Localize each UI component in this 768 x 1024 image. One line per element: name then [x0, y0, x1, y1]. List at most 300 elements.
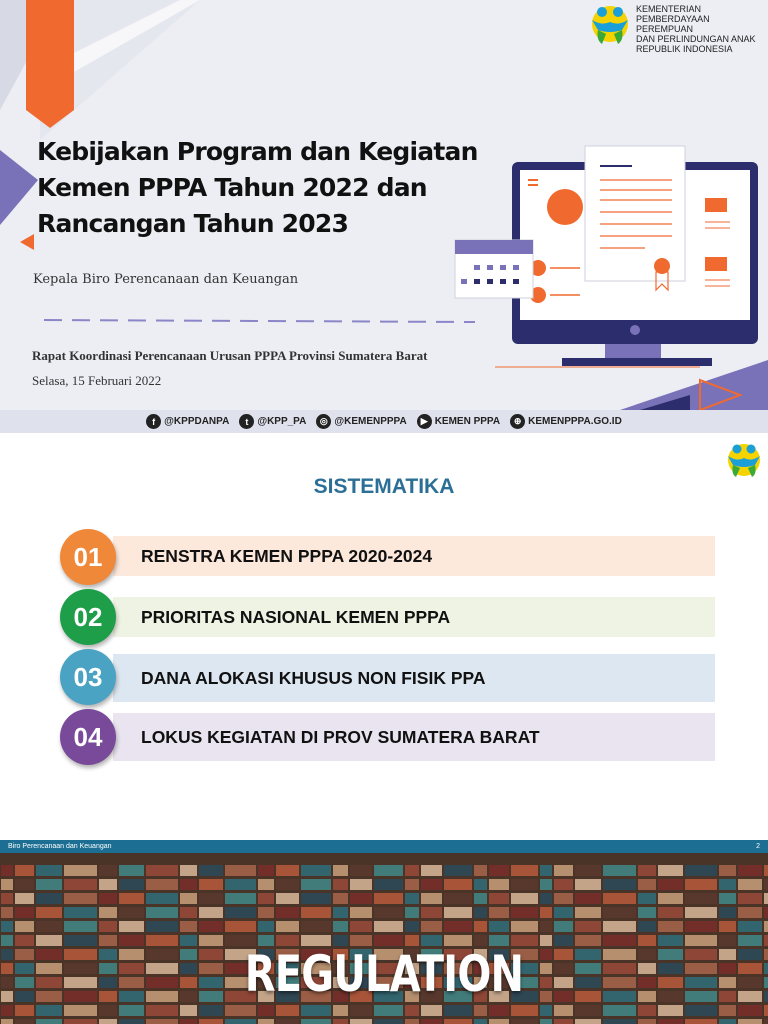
ministry-name	[636, 4, 768, 54]
book-spine	[36, 1005, 62, 1016]
book-spine	[36, 977, 62, 988]
social-label: @KEMENPPPA	[334, 416, 407, 427]
cover-subtitle: Kepala Biro Perencanaan dan Keuangan	[33, 272, 299, 287]
agenda-heading: SISTEMATIKA	[313, 475, 455, 498]
book-spine	[603, 1005, 636, 1016]
book-spine	[658, 893, 683, 904]
book-spine	[1, 893, 13, 904]
book-spine	[350, 865, 372, 876]
book-spine	[15, 935, 34, 946]
agenda-number-badge: 01	[60, 529, 116, 585]
book-spine	[658, 907, 683, 918]
book-spine	[1, 907, 13, 918]
social-label: KEMEN PPPA	[434, 416, 501, 427]
book-spine	[333, 1019, 348, 1024]
book-spine	[146, 865, 178, 876]
book-spine	[180, 1019, 197, 1024]
book-spine	[685, 879, 717, 890]
book-spine	[575, 921, 601, 932]
book-spine	[36, 935, 62, 946]
book-spine	[738, 879, 762, 890]
book-spine	[540, 1019, 552, 1024]
book-spine	[15, 963, 34, 974]
book-spine	[15, 893, 34, 904]
agenda-item-label: DANA ALOKASI KHUSUS NON FISIK PPA	[141, 667, 486, 688]
book-spine	[540, 921, 552, 932]
book-spine	[350, 907, 372, 918]
book-spine	[64, 921, 97, 932]
book-spine	[146, 893, 178, 904]
book-spine	[350, 893, 372, 904]
book-spine	[575, 865, 601, 876]
book-spine	[421, 921, 442, 932]
book-spine	[405, 907, 419, 918]
book-spine	[180, 1005, 197, 1016]
agenda-slide	[0, 433, 768, 853]
book-spine	[489, 1019, 509, 1024]
youtube-icon: ▶	[417, 414, 432, 429]
book-spine	[180, 865, 197, 876]
book-spine	[658, 921, 683, 932]
book-spine	[225, 865, 256, 876]
book-spine	[474, 921, 487, 932]
book-spine	[333, 865, 348, 876]
book-spine	[511, 921, 538, 932]
book-spine	[301, 907, 331, 918]
cover-slide	[0, 0, 768, 433]
book-spine	[511, 1005, 538, 1016]
book-spine	[64, 1019, 97, 1024]
book-spine	[36, 991, 62, 1002]
title-line: Rancangan Tahun 2023	[37, 209, 349, 238]
book-spine	[554, 893, 573, 904]
book-spine	[1, 1019, 13, 1024]
facebook-icon: f	[146, 414, 161, 429]
book-spine	[405, 865, 419, 876]
social-youtube[interactable]	[417, 414, 500, 429]
book-spine	[764, 921, 768, 932]
book-spine	[15, 879, 34, 890]
book-spine	[719, 1005, 736, 1016]
book-spine	[36, 921, 62, 932]
book-spine	[276, 907, 299, 918]
book-spine	[685, 921, 717, 932]
social-facebook[interactable]	[146, 414, 229, 429]
slide-footer	[0, 840, 768, 853]
book-spine	[738, 921, 762, 932]
book-spine	[333, 879, 348, 890]
book-spine	[738, 963, 762, 974]
book-spine	[603, 865, 636, 876]
book-spine	[350, 1019, 372, 1024]
book-spine	[764, 977, 768, 988]
social-twitter[interactable]	[239, 414, 306, 429]
book-spine	[575, 907, 601, 918]
book-spine	[333, 921, 348, 932]
book-spine	[511, 865, 538, 876]
meeting-date: Selasa, 15 Februari 2022	[32, 373, 162, 388]
book-spine	[603, 1019, 636, 1024]
book-spine	[638, 1019, 656, 1024]
book-spine	[719, 921, 736, 932]
book-spine	[1, 977, 13, 988]
book-spine	[36, 1019, 62, 1024]
regulation-title: REGULATION	[244, 945, 524, 1003]
book-spine	[638, 921, 656, 932]
title-line: Kebijakan Program dan Kegiatan	[37, 137, 478, 166]
book-spine	[511, 893, 538, 904]
book-spine	[350, 1005, 372, 1016]
book-spine	[199, 865, 223, 876]
ministry-logo-small	[724, 441, 764, 479]
book-spine	[374, 865, 403, 876]
book-spine	[764, 879, 768, 890]
book-spine	[719, 1019, 736, 1024]
book-spine	[15, 865, 34, 876]
book-spine	[15, 1019, 34, 1024]
book-spine	[276, 921, 299, 932]
book-spine	[276, 879, 299, 890]
book-spine	[719, 893, 736, 904]
ministry-logo	[588, 4, 632, 46]
agenda-item-2	[113, 597, 715, 637]
book-spine	[603, 893, 636, 904]
book-spine	[146, 907, 178, 918]
ministry-line: KEMENTERIAN	[636, 4, 702, 14]
book-spine	[638, 879, 656, 890]
social-label: @KPP_PA	[257, 416, 307, 427]
agenda-item-label: PRIORITAS NASIONAL KEMEN PPPA	[141, 606, 451, 627]
book-spine	[36, 907, 62, 918]
book-spine	[764, 949, 768, 960]
book-spine	[554, 921, 573, 932]
book-spine	[540, 907, 552, 918]
book-spine	[1, 921, 13, 932]
book-spine	[603, 879, 636, 890]
book-spine	[36, 893, 62, 904]
book-spine	[146, 1005, 178, 1016]
book-spine	[64, 893, 97, 904]
book-spine	[685, 1005, 717, 1016]
book-spine	[421, 907, 442, 918]
book-spine	[374, 1005, 403, 1016]
book-spine	[764, 865, 768, 876]
book-spine	[638, 1005, 656, 1016]
social-label: @KPPDANPA	[164, 416, 230, 427]
book-spine	[64, 1005, 97, 1016]
book-spine	[444, 893, 472, 904]
agenda-item-label: LOKUS KEGIATAN DI PROV SUMATERA BARAT	[141, 726, 540, 747]
book-spine	[764, 907, 768, 918]
book-spine	[1, 1005, 13, 1016]
social-label: KEMENPPPA.GO.ID	[528, 416, 622, 427]
book-spine	[146, 1019, 178, 1024]
book-spine	[258, 893, 274, 904]
book-spine	[638, 893, 656, 904]
book-spine	[474, 865, 487, 876]
agenda-item-1	[113, 536, 715, 576]
book-spine	[738, 977, 762, 988]
book-spine	[421, 879, 442, 890]
regulation-slide	[0, 853, 768, 1024]
book-spine	[199, 1019, 223, 1024]
book-spine	[180, 879, 197, 890]
book-spine	[554, 1005, 573, 1016]
book-spine	[554, 1019, 573, 1024]
instagram-icon: ◎	[316, 414, 331, 429]
book-spine	[225, 907, 256, 918]
book-spine	[738, 949, 762, 960]
agenda-item-3	[113, 654, 715, 702]
book-spine	[119, 907, 144, 918]
book-spine	[405, 1019, 419, 1024]
book-spine	[719, 865, 736, 876]
book-spine	[764, 1005, 768, 1016]
book-spine	[405, 921, 419, 932]
book-spine	[685, 893, 717, 904]
book-spine	[511, 907, 538, 918]
book-spine	[146, 921, 178, 932]
book-spine	[575, 893, 601, 904]
book-spine	[350, 921, 372, 932]
book-spine	[489, 865, 509, 876]
book-spine	[199, 1005, 223, 1016]
book-spine	[444, 1005, 472, 1016]
book-spine	[36, 865, 62, 876]
book-spine	[1, 991, 13, 1002]
social-bar	[0, 410, 768, 433]
book-spine	[36, 949, 62, 960]
book-spine	[15, 991, 34, 1002]
book-spine	[333, 893, 348, 904]
cover-title	[37, 134, 507, 242]
book-spine	[719, 949, 736, 960]
book-spine	[301, 865, 331, 876]
book-spine	[1, 879, 13, 890]
book-spine	[719, 963, 736, 974]
book-spine	[540, 879, 552, 890]
book-spine	[258, 1005, 274, 1016]
agenda-item-4	[113, 713, 715, 761]
book-spine	[225, 1019, 256, 1024]
book-spine	[511, 1019, 538, 1024]
book-spine	[225, 1005, 256, 1016]
book-spine	[474, 907, 487, 918]
book-spine	[738, 865, 762, 876]
book-spine	[421, 1005, 442, 1016]
book-spine	[199, 893, 223, 904]
book-spine	[301, 879, 331, 890]
book-spine	[764, 893, 768, 904]
book-spine	[350, 879, 372, 890]
book-spine	[575, 879, 601, 890]
book-spine	[658, 865, 683, 876]
agenda-number-badge: 02	[60, 589, 116, 645]
book-spine	[301, 1005, 331, 1016]
book-spine	[119, 879, 144, 890]
book-spine	[554, 865, 573, 876]
book-spine	[719, 977, 736, 988]
book-spine	[603, 921, 636, 932]
book-spine	[301, 921, 331, 932]
book-spine	[444, 1019, 472, 1024]
book-spine	[301, 893, 331, 904]
book-spine	[540, 1005, 552, 1016]
book-spine	[738, 991, 762, 1002]
book-spine	[1, 935, 13, 946]
book-spine	[554, 879, 573, 890]
book-spine	[15, 921, 34, 932]
book-spine	[685, 907, 717, 918]
book-spine	[444, 907, 472, 918]
book-spine	[489, 879, 509, 890]
book-spine	[658, 1005, 683, 1016]
book-spine	[225, 893, 256, 904]
book-spine	[258, 865, 274, 876]
book-spine	[685, 1019, 717, 1024]
book-spine	[444, 879, 472, 890]
book-spine	[603, 907, 636, 918]
book-spine	[180, 921, 197, 932]
book-spine	[276, 893, 299, 904]
book-spine	[405, 1005, 419, 1016]
meeting-name: Rapat Koordinasi Perencanaan Urusan PPPA Provinsi Sumatera Barat	[32, 348, 428, 363]
book-spine	[15, 977, 34, 988]
book-spine	[276, 1005, 299, 1016]
book-spine	[15, 949, 34, 960]
book-spine	[99, 879, 117, 890]
book-spine	[719, 879, 736, 890]
book-spine	[764, 935, 768, 946]
book-spine	[119, 921, 144, 932]
book-spine	[119, 893, 144, 904]
book-spine	[658, 879, 683, 890]
book-spine	[15, 1005, 34, 1016]
book-spine	[199, 879, 223, 890]
book-spine	[738, 935, 762, 946]
book-spine	[99, 907, 117, 918]
page-number: 2	[756, 843, 760, 850]
book-spine	[540, 865, 552, 876]
book-spine	[421, 865, 442, 876]
book-spine	[489, 1005, 509, 1016]
book-spine	[180, 907, 197, 918]
ministry-line: PEMBERDAYAAN PEREMPUAN	[636, 14, 710, 34]
book-spine	[719, 907, 736, 918]
book-spine	[474, 1019, 487, 1024]
book-spine	[374, 879, 403, 890]
ministry-line: REPUBLIK INDONESIA	[636, 44, 733, 54]
book-spine	[64, 865, 97, 876]
book-spine	[575, 1005, 601, 1016]
book-spine	[489, 921, 509, 932]
book-spine	[421, 893, 442, 904]
book-spine	[64, 907, 97, 918]
book-spine	[658, 1019, 683, 1024]
book-spine	[489, 893, 509, 904]
book-spine	[511, 879, 538, 890]
book-spine	[99, 893, 117, 904]
book-spine	[99, 1005, 117, 1016]
book-spine	[258, 879, 274, 890]
book-spine	[638, 865, 656, 876]
book-spine	[444, 921, 472, 932]
book-spine	[99, 1019, 117, 1024]
book-spine	[540, 893, 552, 904]
book-spine	[638, 907, 656, 918]
book-spine	[738, 893, 762, 904]
book-spine	[36, 879, 62, 890]
agenda-item-label: RENSTRA KEMEN PPPA 2020-2024	[141, 545, 433, 566]
twitter-icon: t	[239, 414, 254, 429]
book-spine	[276, 865, 299, 876]
book-spine	[738, 1019, 762, 1024]
book-spine	[474, 879, 487, 890]
book-spine	[554, 907, 573, 918]
book-spine	[764, 963, 768, 974]
book-spine	[1, 963, 13, 974]
title-line: Kemen PPPA Tahun 2022 dan	[37, 173, 427, 202]
book-spine	[738, 1005, 762, 1016]
book-spine	[199, 921, 223, 932]
agenda-number-badge: 04	[60, 709, 116, 765]
book-spine	[333, 1005, 348, 1016]
book-spine	[258, 1019, 274, 1024]
book-spine	[180, 893, 197, 904]
book-spine	[64, 879, 97, 890]
book-spine	[374, 893, 403, 904]
book-spine	[738, 907, 762, 918]
globe-icon: ⊕	[510, 414, 525, 429]
book-spine	[15, 907, 34, 918]
book-spine	[575, 1019, 601, 1024]
book-spine	[374, 907, 403, 918]
book-spine	[225, 921, 256, 932]
book-spine	[225, 879, 256, 890]
book-spine	[119, 1019, 144, 1024]
book-spine	[374, 921, 403, 932]
book-spine	[1, 865, 13, 876]
book-spine	[333, 907, 348, 918]
book-spine	[119, 865, 144, 876]
book-spine	[405, 879, 419, 890]
ministry-line: DAN PERLINDUNGAN ANAK	[636, 34, 756, 44]
book-spine	[444, 865, 472, 876]
social-website[interactable]	[510, 414, 622, 429]
book-spine	[146, 879, 178, 890]
book-spine	[764, 1019, 768, 1024]
book-spine	[374, 1019, 403, 1024]
book-spine	[421, 1019, 442, 1024]
book-spine	[405, 893, 419, 904]
book-spine	[474, 893, 487, 904]
book-spine	[301, 1019, 331, 1024]
book-spine	[99, 921, 117, 932]
book-spine	[119, 1005, 144, 1016]
footer-label: Biro Perencanaan dan Keuangan	[8, 843, 112, 850]
book-spine	[276, 1019, 299, 1024]
book-spine	[258, 921, 274, 932]
social-instagram[interactable]	[316, 414, 406, 429]
book-spine	[199, 907, 223, 918]
book-spine	[719, 991, 736, 1002]
book-spine	[474, 1005, 487, 1016]
book-spine	[36, 963, 62, 974]
book-spine	[258, 907, 274, 918]
book-spine	[764, 991, 768, 1002]
agenda-number-badge: 03	[60, 649, 116, 705]
book-spine	[99, 865, 117, 876]
